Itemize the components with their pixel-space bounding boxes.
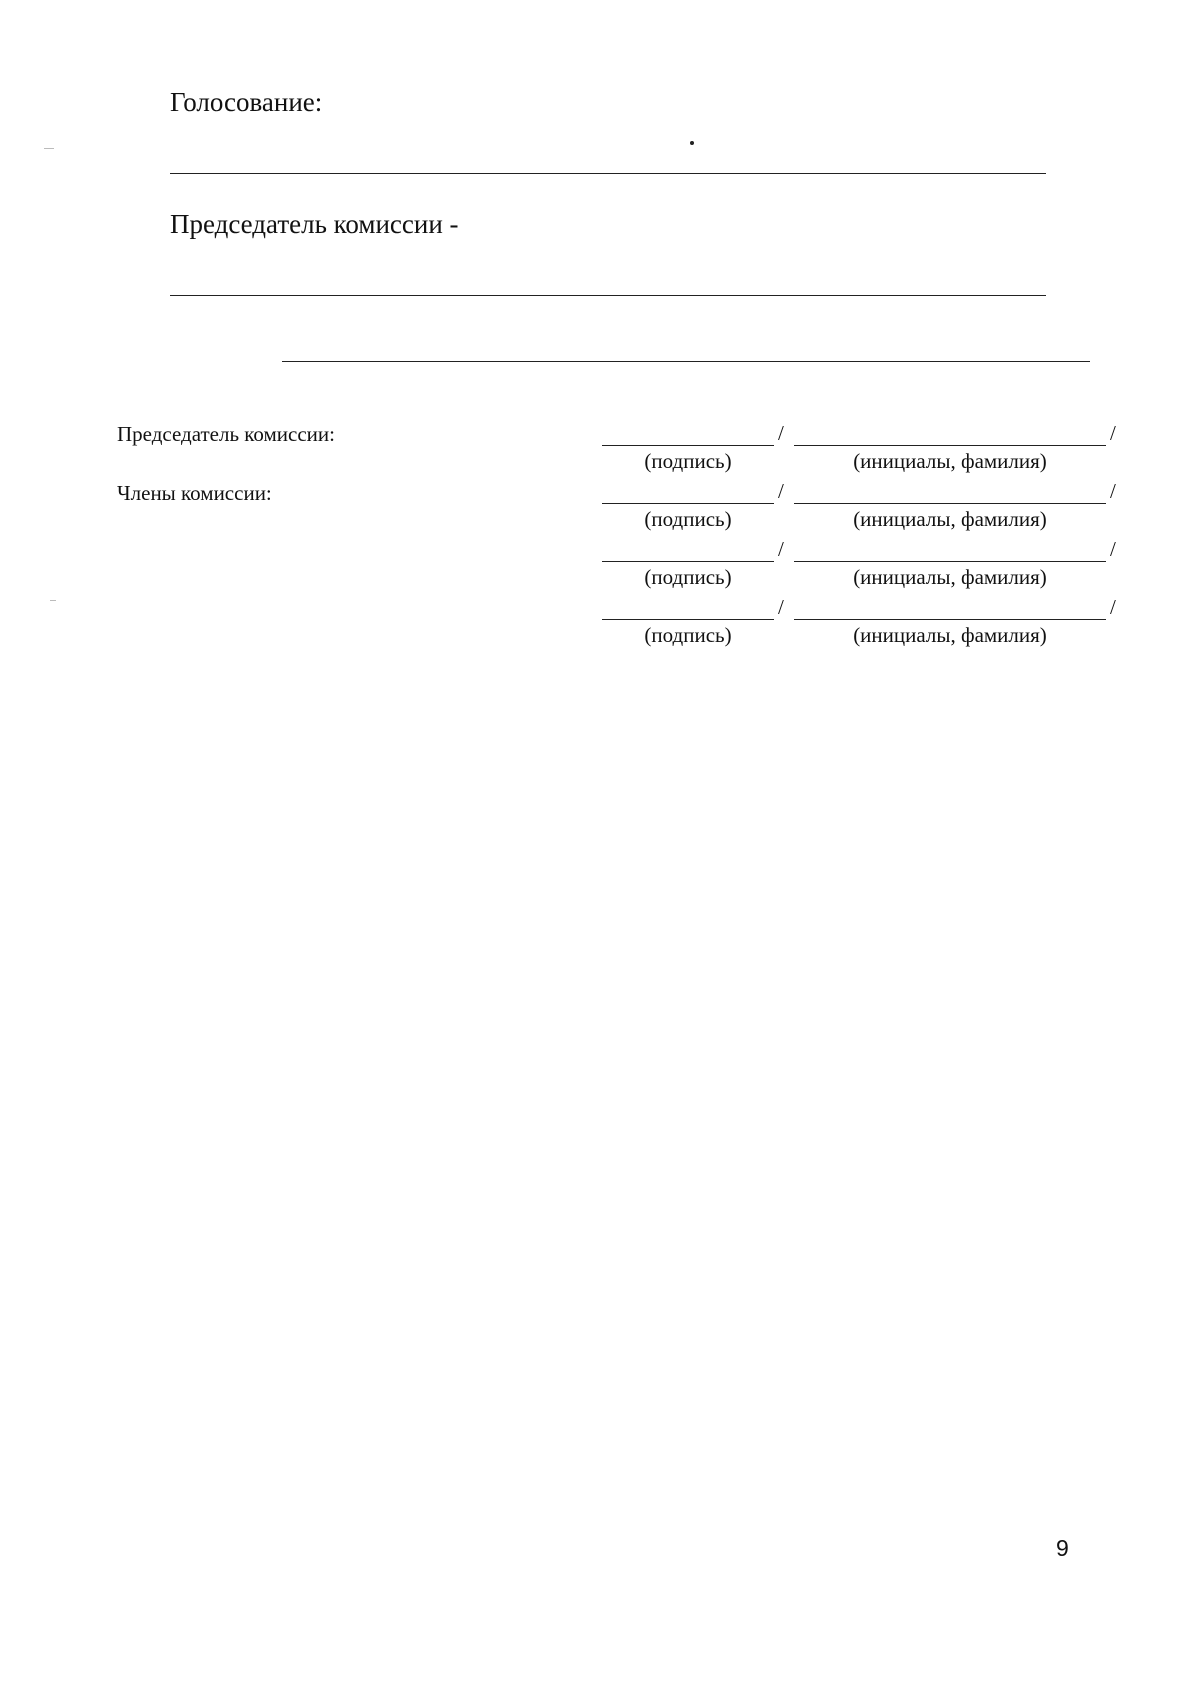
chairman-heading: Председатель комиссии - (170, 209, 459, 239)
separator-slash: / (778, 537, 784, 561)
name-caption: (инициалы, фамилия) (853, 565, 1047, 589)
signature-row-member-2 (602, 535, 1122, 593)
signature-caption: (подпись) (644, 507, 732, 531)
separator-slash: / (778, 595, 784, 619)
signature-row-member-1 (602, 477, 1122, 535)
name-caption: (инициалы, фамилия) (853, 623, 1047, 647)
signature-caption: (подпись) (644, 623, 732, 647)
name-caption: (инициалы, фамилия) (853, 449, 1047, 473)
signature-caption: (подпись) (644, 565, 732, 589)
separator-slash: / (1110, 479, 1116, 503)
separator-slash: / (1110, 537, 1116, 561)
signature-row-member-3 (602, 593, 1122, 651)
name-line (794, 619, 1106, 620)
name-caption: (инициалы, фамилия) (853, 507, 1047, 531)
signature-caption: (подпись) (644, 449, 732, 473)
members-signature-label: Члены комиссии: (117, 481, 272, 505)
signature-row-chairman (602, 419, 1122, 477)
signature-line (602, 561, 774, 562)
name-line (794, 561, 1106, 562)
signature-line (602, 503, 774, 504)
page-number: 9 (1056, 1535, 1069, 1561)
signature-line (602, 619, 774, 620)
signature-line (602, 445, 774, 446)
chairman-fill-line-2 (282, 361, 1090, 362)
stray-dot (690, 141, 694, 145)
voting-heading: Голосование: (170, 87, 323, 117)
separator-slash: / (778, 421, 784, 445)
chairman-fill-line-1 (170, 295, 1046, 296)
voting-fill-line (170, 173, 1046, 174)
separator-slash: / (778, 479, 784, 503)
separator-slash: / (1110, 595, 1116, 619)
separator-slash: / (1110, 421, 1116, 445)
scan-speck (50, 600, 56, 601)
chairman-signature-label: Председатель комиссии: (117, 422, 335, 446)
name-line (794, 503, 1106, 504)
name-line (794, 445, 1106, 446)
scan-speck (44, 148, 54, 149)
